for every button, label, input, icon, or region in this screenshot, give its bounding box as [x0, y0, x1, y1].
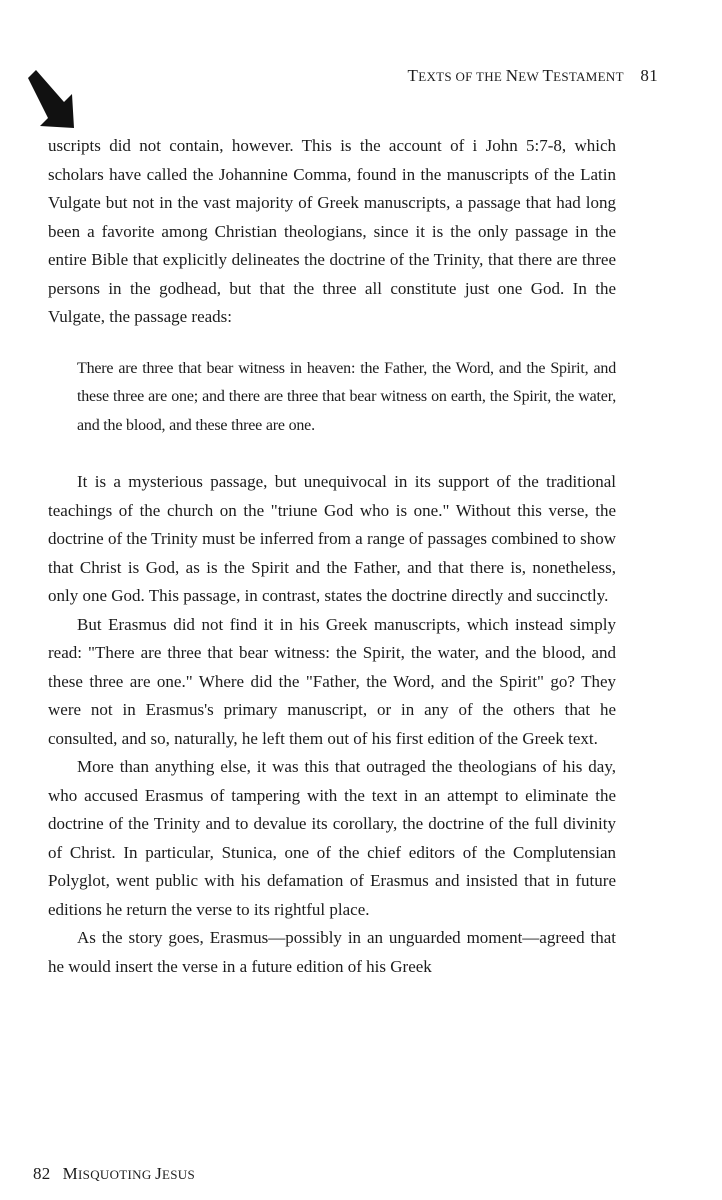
running-footer — [33, 1164, 195, 1184]
footer-letter: J — [155, 1164, 162, 1183]
page-body — [48, 132, 616, 981]
footer-smallcaps: ESUS — [161, 1167, 195, 1182]
footer-page-number: 82 — [33, 1164, 51, 1183]
running-head-letter: T — [542, 66, 554, 85]
page-number: 81 — [640, 66, 658, 85]
footer-letter: M — [62, 1164, 79, 1183]
paragraph: More than anything else, it was this that outraged the theologians of his day, who accused Erasmus of tampering with the text in an attempt to eliminate the doctrine of the Trinity and to devalue its corollary, the doctrine of the full divinity of Christ. In particular, Stunica, one of the chief editors of the Complutensian Polyglot, went public with his defamation of Erasmus and insisted that in future editions he return the verse to its rightful place. — [48, 757, 616, 919]
running-head-smallcaps: EW — [518, 69, 543, 84]
running-head-smallcaps: ESTAMENT — [553, 69, 624, 84]
running-head-letter: N — [505, 66, 519, 85]
footer-smallcaps: ISQUOTING — [78, 1167, 156, 1182]
paragraph: But Erasmus did not find it in his Greek manuscripts, which instead simply read: "There are three that bear witness: the Spirit, the water, and the blood, and these three are one." Where did the "Father, the Word, and the Spirit" go? They were not in Erasmus's primary manuscript, or in any of the others that he consulted, and so, naturally, he left them out of his first edition of the Greek text. — [48, 614, 616, 748]
running-head-letter: T — [407, 66, 419, 85]
paragraph: uscripts did not contain, however. This is the account of i John 5:7-8, which scholars have called the Johannine Comma, found in the manuscripts of the Latin Vulgate but not in the vast majority of Greek manuscripts, a passage that had long been a favorite among Christian theologians, since it is the only passage in the entire Bible that explicitly delineates the doctrine of the Trinity, that there are three persons in the godhead, but that the three all constitute just one God. In the Vulgate, the passage reads: — [48, 136, 616, 326]
paragraph: As the story goes, Erasmus—possibly in an unguarded moment—agreed that he would insert the verse in a future edition of his Greek — [48, 928, 616, 976]
running-head — [300, 66, 658, 86]
paragraph: It is a mysterious passage, but unequivocal in its support of the traditional teachings of the church on the "triune God who is one." Without this verse, the doctrine of the Trinity must be inferred from a range of passages combined to show that Christ is God, as is the Spirit and the Father, and that there is, nonetheless, only one God. This passage, in contrast, states the doctrine directly and succinctly. — [48, 472, 616, 605]
running-head-smallcaps: EXTS OF THE — [418, 69, 506, 84]
block-quote: There are three that bear witness in heaven: the Father, the Word, and the Spirit, and these three are one; and there are three that bear witness on earth, the Spirit, the water, and the blood, and these three are one. — [77, 359, 616, 434]
arrow-down-right-icon — [26, 68, 82, 134]
